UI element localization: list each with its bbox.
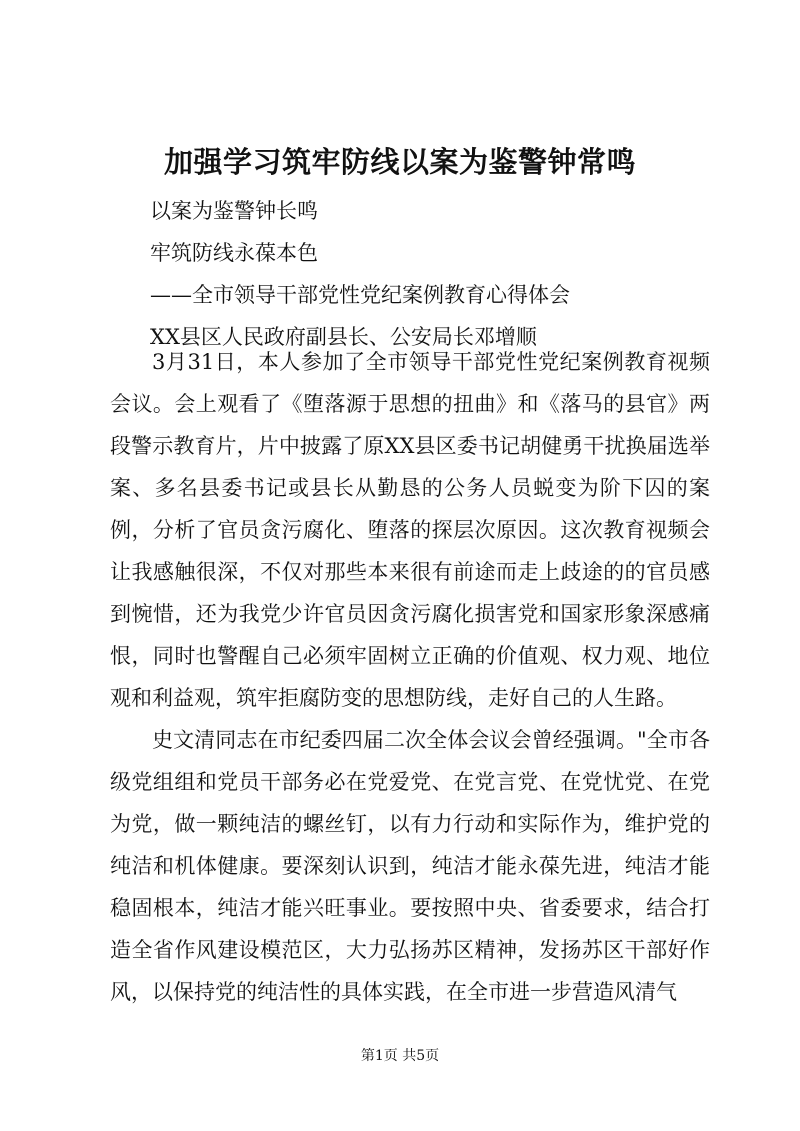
document-body <box>110 341 710 1013</box>
document-title: 加强学习筑牢防线以案为鉴警钟常鸣 <box>163 145 636 179</box>
subtitle-line: ——全市领导干部党性党纪案例教育心得体会 <box>150 283 570 307</box>
body-paragraph: 史文清同志在市纪委四届二次全体会议会曾经强调。"全市各级党组组和党员干部务必在党爱党、在党言党、在党忧党、在党为党，做一颗纯洁的螺丝钉，以有力行动和实际作为，维护党的纯洁和机体健康。要深刻认识到，纯洁才能永葆先进，纯洁才能稳固根本，纯洁才能兴旺事业。要按照中央、省委要求，结合打造全省作风建设模范区，大力弘扬苏区精神，发扬苏区干部好作风，以保持党的纯洁性的具体实践，在全市进一步营造风清气 <box>110 728 710 1004</box>
subtitle-line: 以案为鉴警钟长鸣 <box>150 199 318 223</box>
body-paragraph: 3月31日，本人参加了全市领导干部党性党纪案例教育视频会议。会上观看了《堕落源于思想的扭曲》和《落马的县官》两段警示教育片，片中披露了原XX县区委书记胡健勇干扰换届选举案、多名县委书记或县长从勤恳的公务人员蜕变为阶下囚的案例，分析了官员贪污腐化、堕落的探层次原因。这次教育视频会让我感触很深，不仅对那些本来很有前途而走上歧途的的官员感到惋惜，还为我党少许官员因贪污腐化损害党和国家形象深感痛恨，同时也警醒自己必须牢固树立正确的价值观、权力观、地位观和利益观，筑牢拒腐防变的思想防线，走好自己的人生路。 <box>110 350 710 710</box>
subtitle-block <box>150 190 570 358</box>
author-line: XX县区人民政府副县长、公安局长邓增顺 <box>150 325 537 349</box>
page-footer: 第1页 共5页 <box>360 1048 440 1064</box>
subtitle-line: 牢筑防线永葆本色 <box>150 241 318 265</box>
